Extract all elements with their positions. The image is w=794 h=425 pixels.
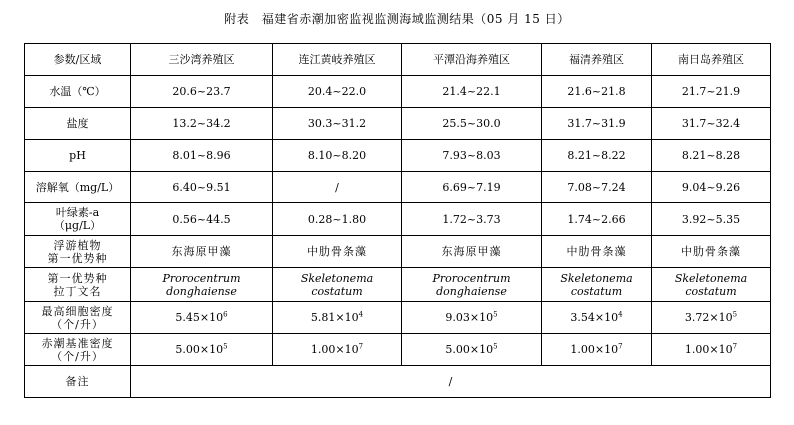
table-row: [25, 302, 771, 334]
monitoring-results-table: [24, 43, 771, 398]
row-label: [25, 236, 131, 268]
table-row: [25, 108, 771, 140]
table-cell: [652, 302, 771, 334]
row-label: [25, 203, 131, 236]
density-mantissa: 1.00×10: [310, 343, 359, 356]
table-cell: [131, 268, 273, 302]
remarks-cell: /: [131, 366, 771, 398]
table-cell: [402, 334, 542, 366]
table-cell: [652, 268, 771, 302]
row-label-line: （个/升）: [51, 349, 104, 363]
table-cell: 3.92~5.35: [652, 203, 771, 236]
table-cell: [131, 334, 273, 366]
table-cell: 25.5~30.0: [402, 108, 542, 140]
table-cell: 31.7~31.9: [542, 108, 652, 140]
table-cell: 21.7~21.9: [652, 76, 771, 108]
table-cell: 东海原甲藻: [131, 236, 273, 268]
latin-species: costatum: [570, 284, 623, 298]
density-mantissa: 3.72×10: [684, 311, 733, 324]
row-label: pH: [25, 140, 131, 172]
table-cell: 8.10~8.20: [273, 140, 402, 172]
header-region: 连江黄岐养殖区: [273, 44, 402, 76]
latin-genus: Skeletonema: [300, 271, 374, 285]
table-cell: 8.21~8.28: [652, 140, 771, 172]
density-exponent: 7: [358, 342, 364, 351]
table-cell: 0.28~1.80: [273, 203, 402, 236]
density-exponent: 5: [223, 342, 228, 351]
latin-species: donghaiense: [436, 284, 507, 298]
table-cell: [402, 268, 542, 302]
density-mantissa: 5.00×10: [175, 343, 224, 356]
latin-species: costatum: [311, 284, 363, 298]
latin-genus: Prorocentrum: [162, 271, 241, 285]
row-label: 盐度: [25, 108, 131, 140]
density-exponent: 5: [493, 310, 498, 319]
density-mantissa: 3.54×10: [570, 311, 619, 324]
table-cell: 8.21~8.22: [542, 140, 652, 172]
table-row: [25, 140, 771, 172]
table-cell: [273, 334, 402, 366]
row-label: [25, 268, 131, 302]
header-region: 三沙湾养殖区: [131, 44, 273, 76]
table-cell: 13.2~34.2: [131, 108, 273, 140]
table-row: [25, 76, 771, 108]
row-label: 备注: [25, 366, 131, 398]
latin-genus: Prorocentrum: [432, 271, 511, 285]
density-mantissa: 9.03×10: [445, 311, 494, 324]
table-cell: 中肋骨条藻: [273, 236, 402, 268]
table-cell: [273, 268, 402, 302]
latin-genus: Skeletonema: [560, 271, 633, 285]
density-exponent: 7: [618, 342, 623, 351]
density-exponent: 5: [493, 342, 498, 351]
table-cell: 7.93~8.03: [402, 140, 542, 172]
table-cell: 东海原甲藻: [402, 236, 542, 268]
table-cell: [542, 268, 652, 302]
header-region: 平潭沿海养殖区: [402, 44, 542, 76]
density-exponent: 7: [732, 342, 738, 351]
header-row: [25, 44, 771, 76]
latin-genus: Skeletonema: [674, 271, 748, 285]
table-cell: [542, 302, 652, 334]
density-mantissa: 5.45×10: [175, 311, 224, 324]
density-mantissa: 5.81×10: [310, 311, 359, 324]
page-title: 附表 福建省赤潮加密监视监测海域监测结果（05 月 15 日）: [224, 12, 570, 26]
table-cell: [402, 302, 542, 334]
table-cell: 21.4~22.1: [402, 76, 542, 108]
table-cell: [652, 334, 771, 366]
density-exponent: 4: [618, 310, 623, 319]
header-param: 参数/区域: [25, 44, 131, 76]
density-mantissa: 5.00×10: [445, 343, 494, 356]
table-cell: 6.69~7.19: [402, 172, 542, 203]
table-cell: /: [273, 172, 402, 203]
row-label-line: 第一优势种: [47, 251, 108, 265]
table-cell: [273, 302, 402, 334]
latin-species: donghaiense: [166, 284, 237, 298]
row-label-line: （μg/L）: [53, 219, 102, 232]
table-cell: 31.7~32.4: [652, 108, 771, 140]
row-label: 溶解氧（mg/L）: [25, 172, 131, 203]
table-cell: 1.72~3.73: [402, 203, 542, 236]
table-row: [25, 203, 771, 236]
table-cell: 30.3~31.2: [273, 108, 402, 140]
table-row: [25, 236, 771, 268]
header-region: 福清养殖区: [542, 44, 652, 76]
row-label-line: 第一优势种: [47, 271, 108, 285]
table-cell: 20.6~23.7: [131, 76, 273, 108]
table-row: [25, 366, 771, 398]
table-cell: [131, 302, 273, 334]
table-cell: 7.08~7.24: [542, 172, 652, 203]
row-label-line: 拉丁文名: [53, 284, 102, 298]
density-exponent: 5: [732, 310, 738, 319]
table-cell: 1.74~2.66: [542, 203, 652, 236]
row-label: [25, 334, 131, 366]
table-cell: [542, 334, 652, 366]
density-mantissa: 1.00×10: [570, 343, 619, 356]
row-label-line: 浮游植物: [53, 238, 102, 252]
density-exponent: 6: [223, 310, 228, 319]
table-row: [25, 334, 771, 366]
table-cell: 21.6~21.8: [542, 76, 652, 108]
row-label-line: 最高细胞密度: [41, 304, 114, 318]
table-cell: 中肋骨条藻: [652, 236, 771, 268]
table-cell: 9.04~9.26: [652, 172, 771, 203]
table-row: [25, 268, 771, 302]
table-cell: 20.4~22.0: [273, 76, 402, 108]
density-exponent: 4: [358, 310, 364, 319]
table-cell: 中肋骨条藻: [542, 236, 652, 268]
row-label-line: （个/升）: [51, 317, 104, 331]
row-label-line: 叶绿素-a: [55, 206, 100, 219]
header-region: 南日岛养殖区: [652, 44, 771, 76]
row-label: [25, 302, 131, 334]
row-label-line: 赤潮基准密度: [41, 336, 114, 350]
row-label: 水温（℃）: [25, 76, 131, 108]
table-row: [25, 172, 771, 203]
latin-species: costatum: [685, 284, 737, 298]
table-cell: 6.40~9.51: [131, 172, 273, 203]
table-cell: 8.01~8.96: [131, 140, 273, 172]
density-mantissa: 1.00×10: [684, 343, 733, 356]
table-cell: 0.56~44.5: [131, 203, 273, 236]
